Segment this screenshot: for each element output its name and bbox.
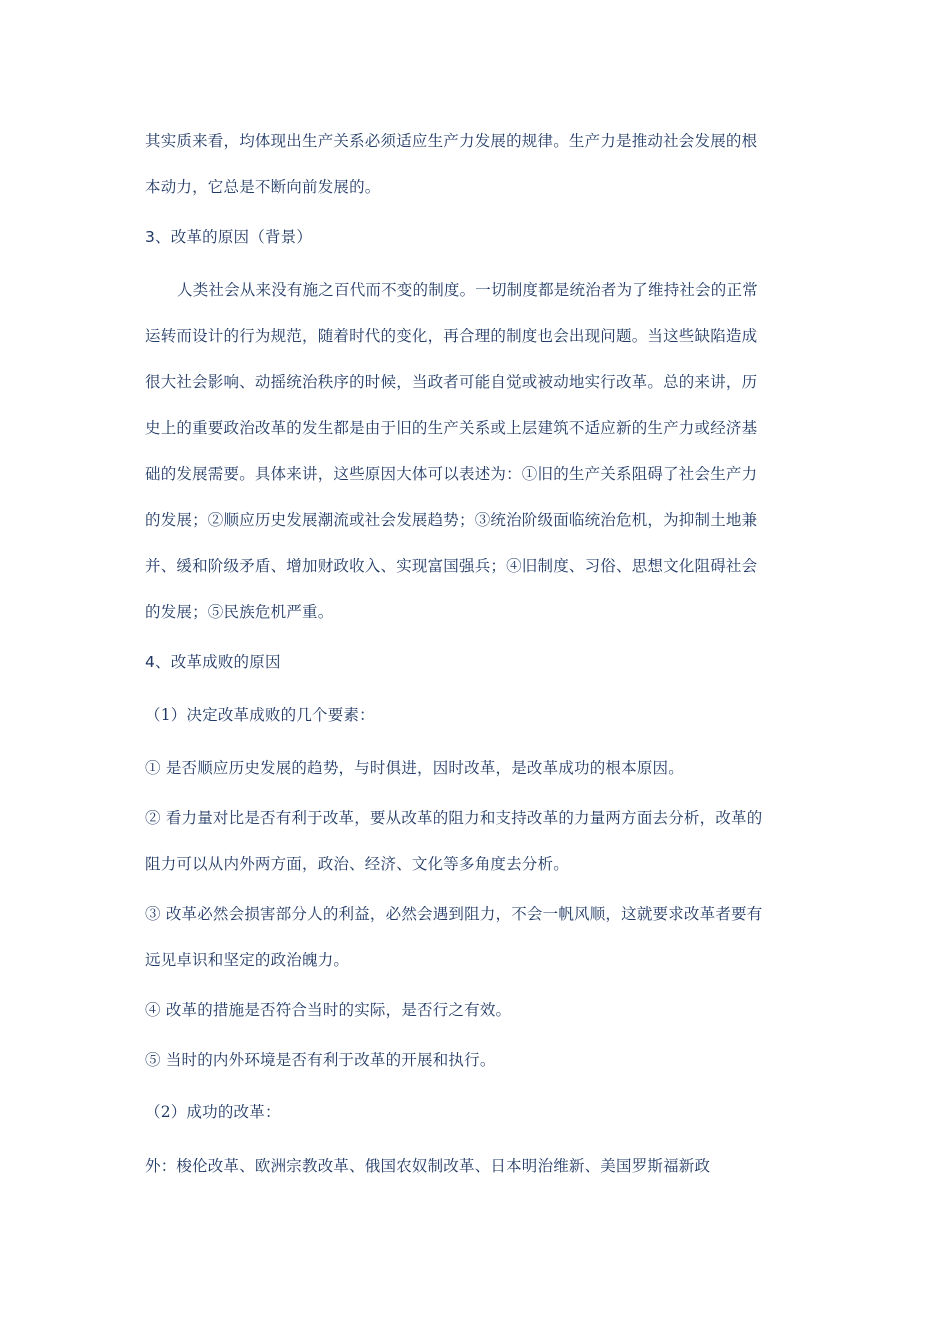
paragraph-line: 很大社会影响、动摇统治秩序的时候，当政者可能自觉或被动地实行改革。总的来讲，历: [145, 373, 758, 391]
list-item-continuation: 阻力可以从内外两方面，政治、经济、文化等多角度去分析。: [145, 855, 569, 873]
paragraph-line: 础的发展需要。具体来讲，这些原因大体可以表述为：①旧的生产关系阻碍了社会生产力: [145, 465, 758, 483]
paragraph-line: 的发展；⑤民族危机严重。: [145, 603, 334, 621]
paragraph-line: 运转而设计的行为规范，随着时代的变化，再合理的制度也会出现问题。当这些缺陷造成: [145, 327, 758, 345]
list-item: ② 看力量对比是否有利于改革，要从改革的阻力和支持改革的力量两方面去分析，改革的: [145, 809, 763, 827]
paragraph-line: 史上的重要政治改革的发生都是由于旧的生产关系或上层建筑不适应新的生产力或经济基: [145, 419, 758, 437]
paragraph-line: 并、缓和阶级矛盾、增加财政收入、实现富国强兵；④旧制度、习俗、思想文化阻碍社会: [145, 557, 758, 575]
list-item: ⑤ 当时的内外环境是否有利于改革的开展和执行。: [145, 1051, 496, 1069]
paragraph-line: 的发展；②顺应历史发展潮流或社会发展趋势；③统治阶级面临统治危机，为抑制土地兼: [145, 511, 758, 529]
paragraph-line: 其实质来看，均体现出生产关系必须适应生产力发展的规律。生产力是推动社会发展的根: [145, 132, 758, 150]
list-item: ① 是否顺应历史发展的趋势，与时俱进，因时改革，是改革成功的根本原因。: [145, 759, 684, 777]
list-item-continuation: 远见卓识和坚定的政治魄力。: [145, 951, 350, 969]
subheading-1: （1）决定改革成败的几个要素：: [145, 706, 375, 724]
list-item: ③ 改革必然会损害部分人的利益，必然会遇到阻力，不会一帆风顺，这就要求改革者要有: [145, 905, 763, 923]
paragraph-line: 本动力，它总是不断向前发展的。: [145, 178, 381, 196]
subheading-2: （2）成功的改革：: [145, 1103, 281, 1121]
paragraph-line: 人类社会从来没有施之百代而不变的制度。一切制度都是统治者为了维持社会的正常: [177, 281, 758, 299]
paragraph-line: 外：梭伦改革、欧洲宗教改革、俄国农奴制改革、日本明治维新、美国罗斯福新政: [145, 1157, 711, 1175]
list-item: ④ 改革的措施是否符合当时的实际，是否行之有效。: [145, 1001, 512, 1019]
section-heading-3: 3、改革的原因（背景）: [145, 228, 313, 246]
section-heading-4: 4、改革成败的原因: [145, 653, 281, 671]
